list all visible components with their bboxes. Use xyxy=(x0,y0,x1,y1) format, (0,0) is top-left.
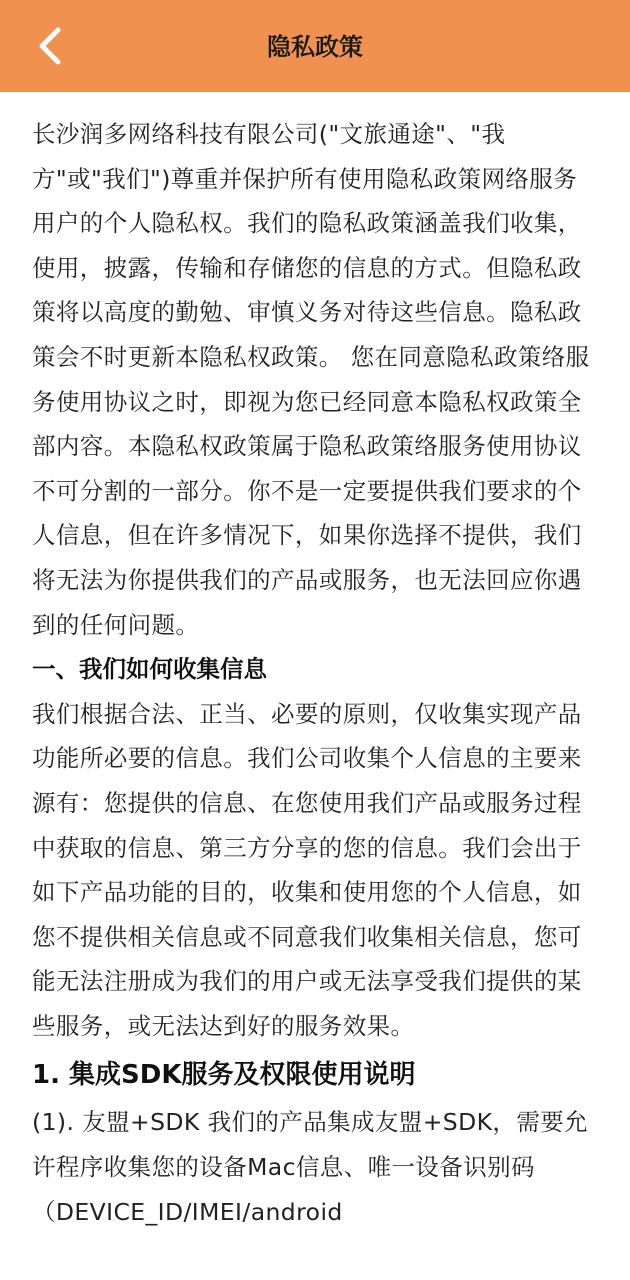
subsection-body-sdk: (1). 友盟+SDK 我们的产品集成友盟+SDK，需要允许程序收集您的设备Mac信息、唯一设备识别码（DEVICE_ID/IMEI/android xyxy=(32,1108,589,1226)
section-heading-collect: 一、我们如何收集信息 xyxy=(32,655,267,684)
subsection-heading-sdk: 1. 集成SDK服务及权限使用说明 xyxy=(32,1060,416,1091)
section-body-collect: 我们根据合法、正当、必要的原则，仅收集实现产品功能所必要的信息。我们公司收集个人信息的主要来源有：您提供的信息、在您使用我们产品或服务过程中获取的信息、第三方分享的您的信息。我们会出于如下产品功能的目的，收集和使用您的个人信息，如您不提供相关信息或不同意我们收集相关信息，您可能无法注册成为我们的用户或无法享受我们提供的某些服务，或无法达到好的服务效果。 xyxy=(32,699,582,1040)
policy-content xyxy=(0,92,630,1234)
header-bar xyxy=(0,0,630,92)
intro-paragraph: 长沙润多网络科技有限公司("文旅通途"、"我方"或"我们")尊重并保护所有使用隐私政策网络服务用户的个人隐私权。我们的隐私政策涵盖我们收集，使用，披露，传输和存储您的信息的方式。但隐私政策将以高度的勤勉、审慎义务对待这些信息。隐私政策会不时更新本隐私权政策。 您在同意隐私政策络服务使用协议之时，即视为您已经同意本隐私权政策全部内容。本隐私权政策属于隐私政策络服务使用协议不可分割的一部分。你不是一定要提供我们要求的个人信息，但在许多情况下，如果你选择不提供，我们将无法为你提供我们的产品或服务，也无法回应你遇到的任何问题。 xyxy=(32,120,590,639)
page-title: 隐私政策 xyxy=(267,33,363,61)
